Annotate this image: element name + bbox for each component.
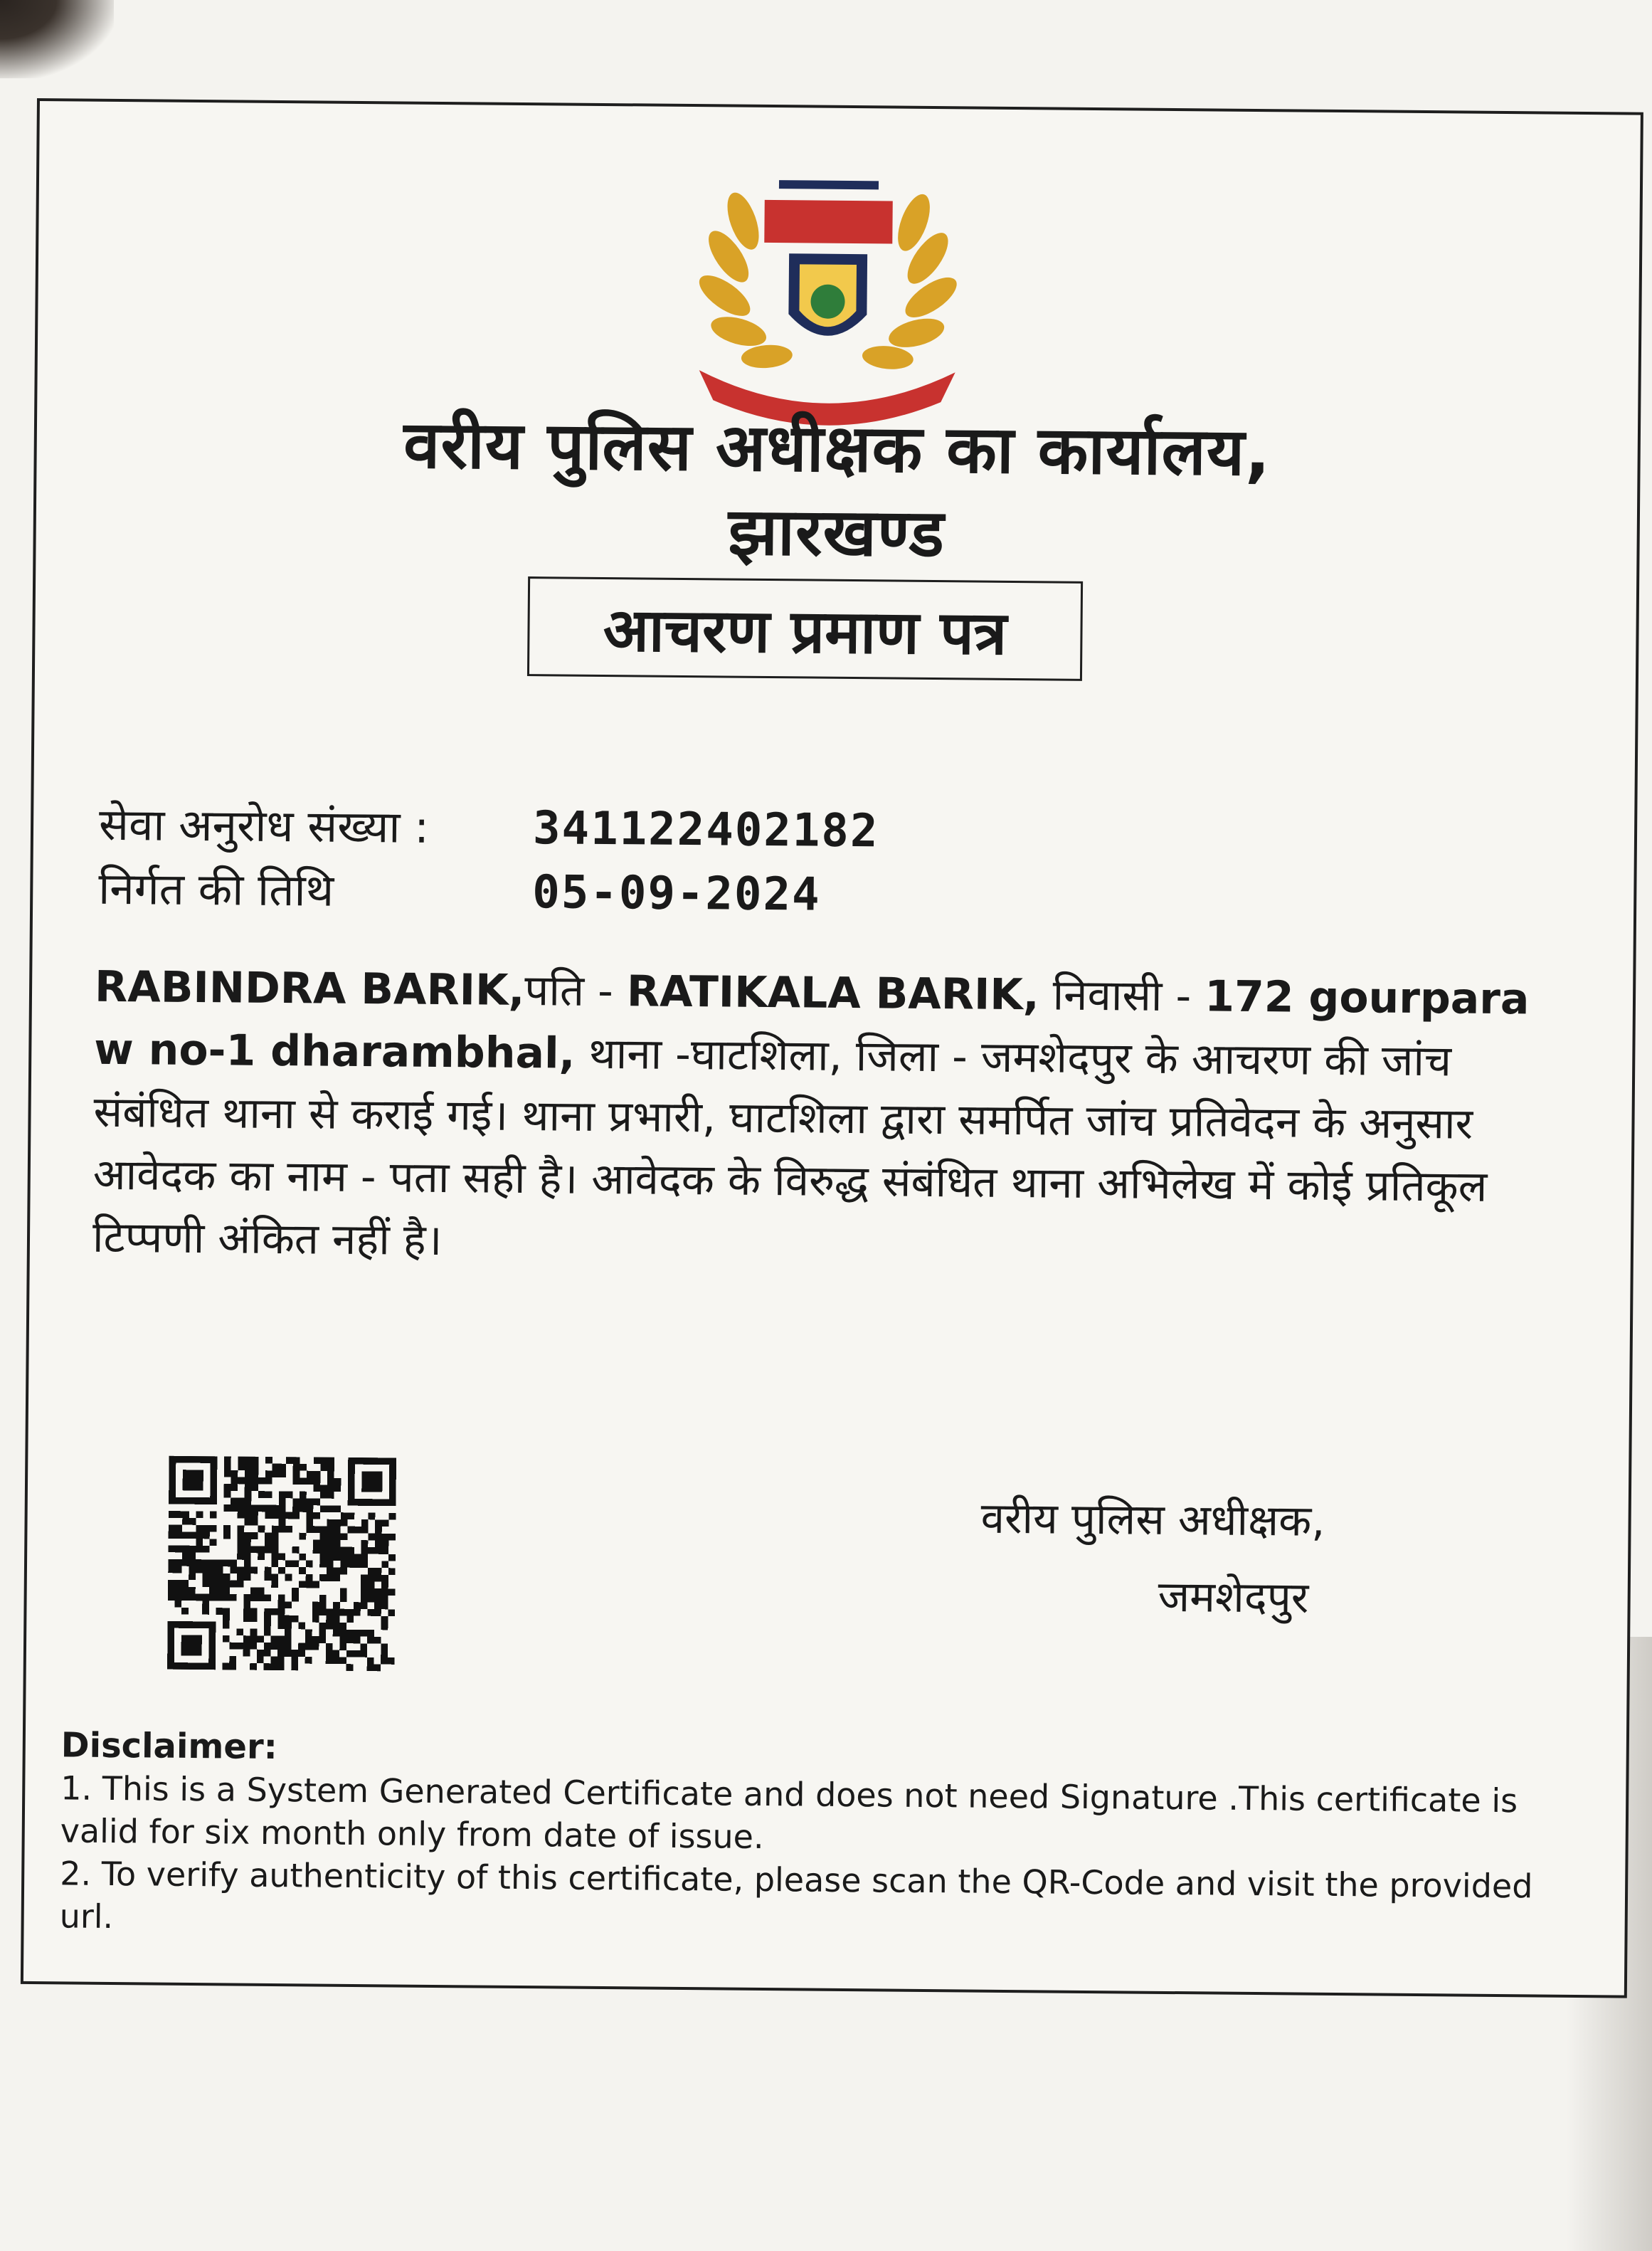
office-title-line2: झारखण्ड — [728, 493, 946, 572]
disclaimer-item: 2. To verify authenticity of this certificate, please scan the QR-Code and visit the provided url. — [59, 1854, 1533, 1936]
disclaimer-item: 1. This is a System Generated Certificate and does not need Signature .This certificate is valid for six month only from date of issue. — [60, 1768, 1518, 1857]
disclaimer — [59, 1724, 1555, 1950]
office-title-line1: वरीय पुलिस अधीक्षक का कार्यालय, — [403, 406, 1271, 491]
certificate — [21, 98, 1643, 1998]
qr-code-icon[interactable] — [167, 1456, 397, 1672]
body-statement: थाना -घाटशिला, जिला - जमशेदपुर के आचरण की जांच संबंधित थाना से कराई गई। थाना प्रभारी, घाटशिला द्वारा समर्पित जांच प्रतिवेदन के अनुसार आवेदक का नाम - पता सही है। आवेदक के विरुद्ध संबंधित थाना अभिलेख में कोई प्रतिकूल टिप्पणी अंकित नहीं है। — [92, 1028, 1488, 1266]
relation-label: पति - — [524, 966, 628, 1017]
spouse-name: RATIKALA BARIK, — [626, 966, 1039, 1021]
residence-label: निवासी - — [1039, 970, 1205, 1022]
signatory-title: वरीय पुलिस अधीक्षक, — [980, 1493, 1325, 1546]
request-number-value: 341122402182 — [532, 802, 879, 858]
certificate-title: आचरण प्रमाण पत्र — [527, 576, 1083, 681]
photo-corner-shadow — [0, 0, 114, 78]
request-number-label: सेवा अनुरोध संख्या : — [98, 798, 430, 853]
applicant-address: 172 gourpara w no-1 dharambhal, — [94, 971, 1530, 1079]
certificate-body — [92, 956, 1561, 1282]
signatory-location: जमशेदपुर — [1158, 1571, 1309, 1623]
applicant-name: RABINDRA BARIK, — [94, 961, 525, 1016]
disclaimer-heading: Disclaimer: — [60, 1725, 278, 1768]
issue-date-row — [98, 860, 821, 924]
office-title — [36, 400, 1638, 582]
police-emblem-icon — [656, 135, 1000, 437]
issue-date-label: निर्गत की तिथि — [97, 862, 334, 917]
issue-date-value: 05-09-2024 — [531, 866, 821, 922]
signatory — [980, 1480, 1493, 1638]
request-number-row — [99, 796, 879, 860]
